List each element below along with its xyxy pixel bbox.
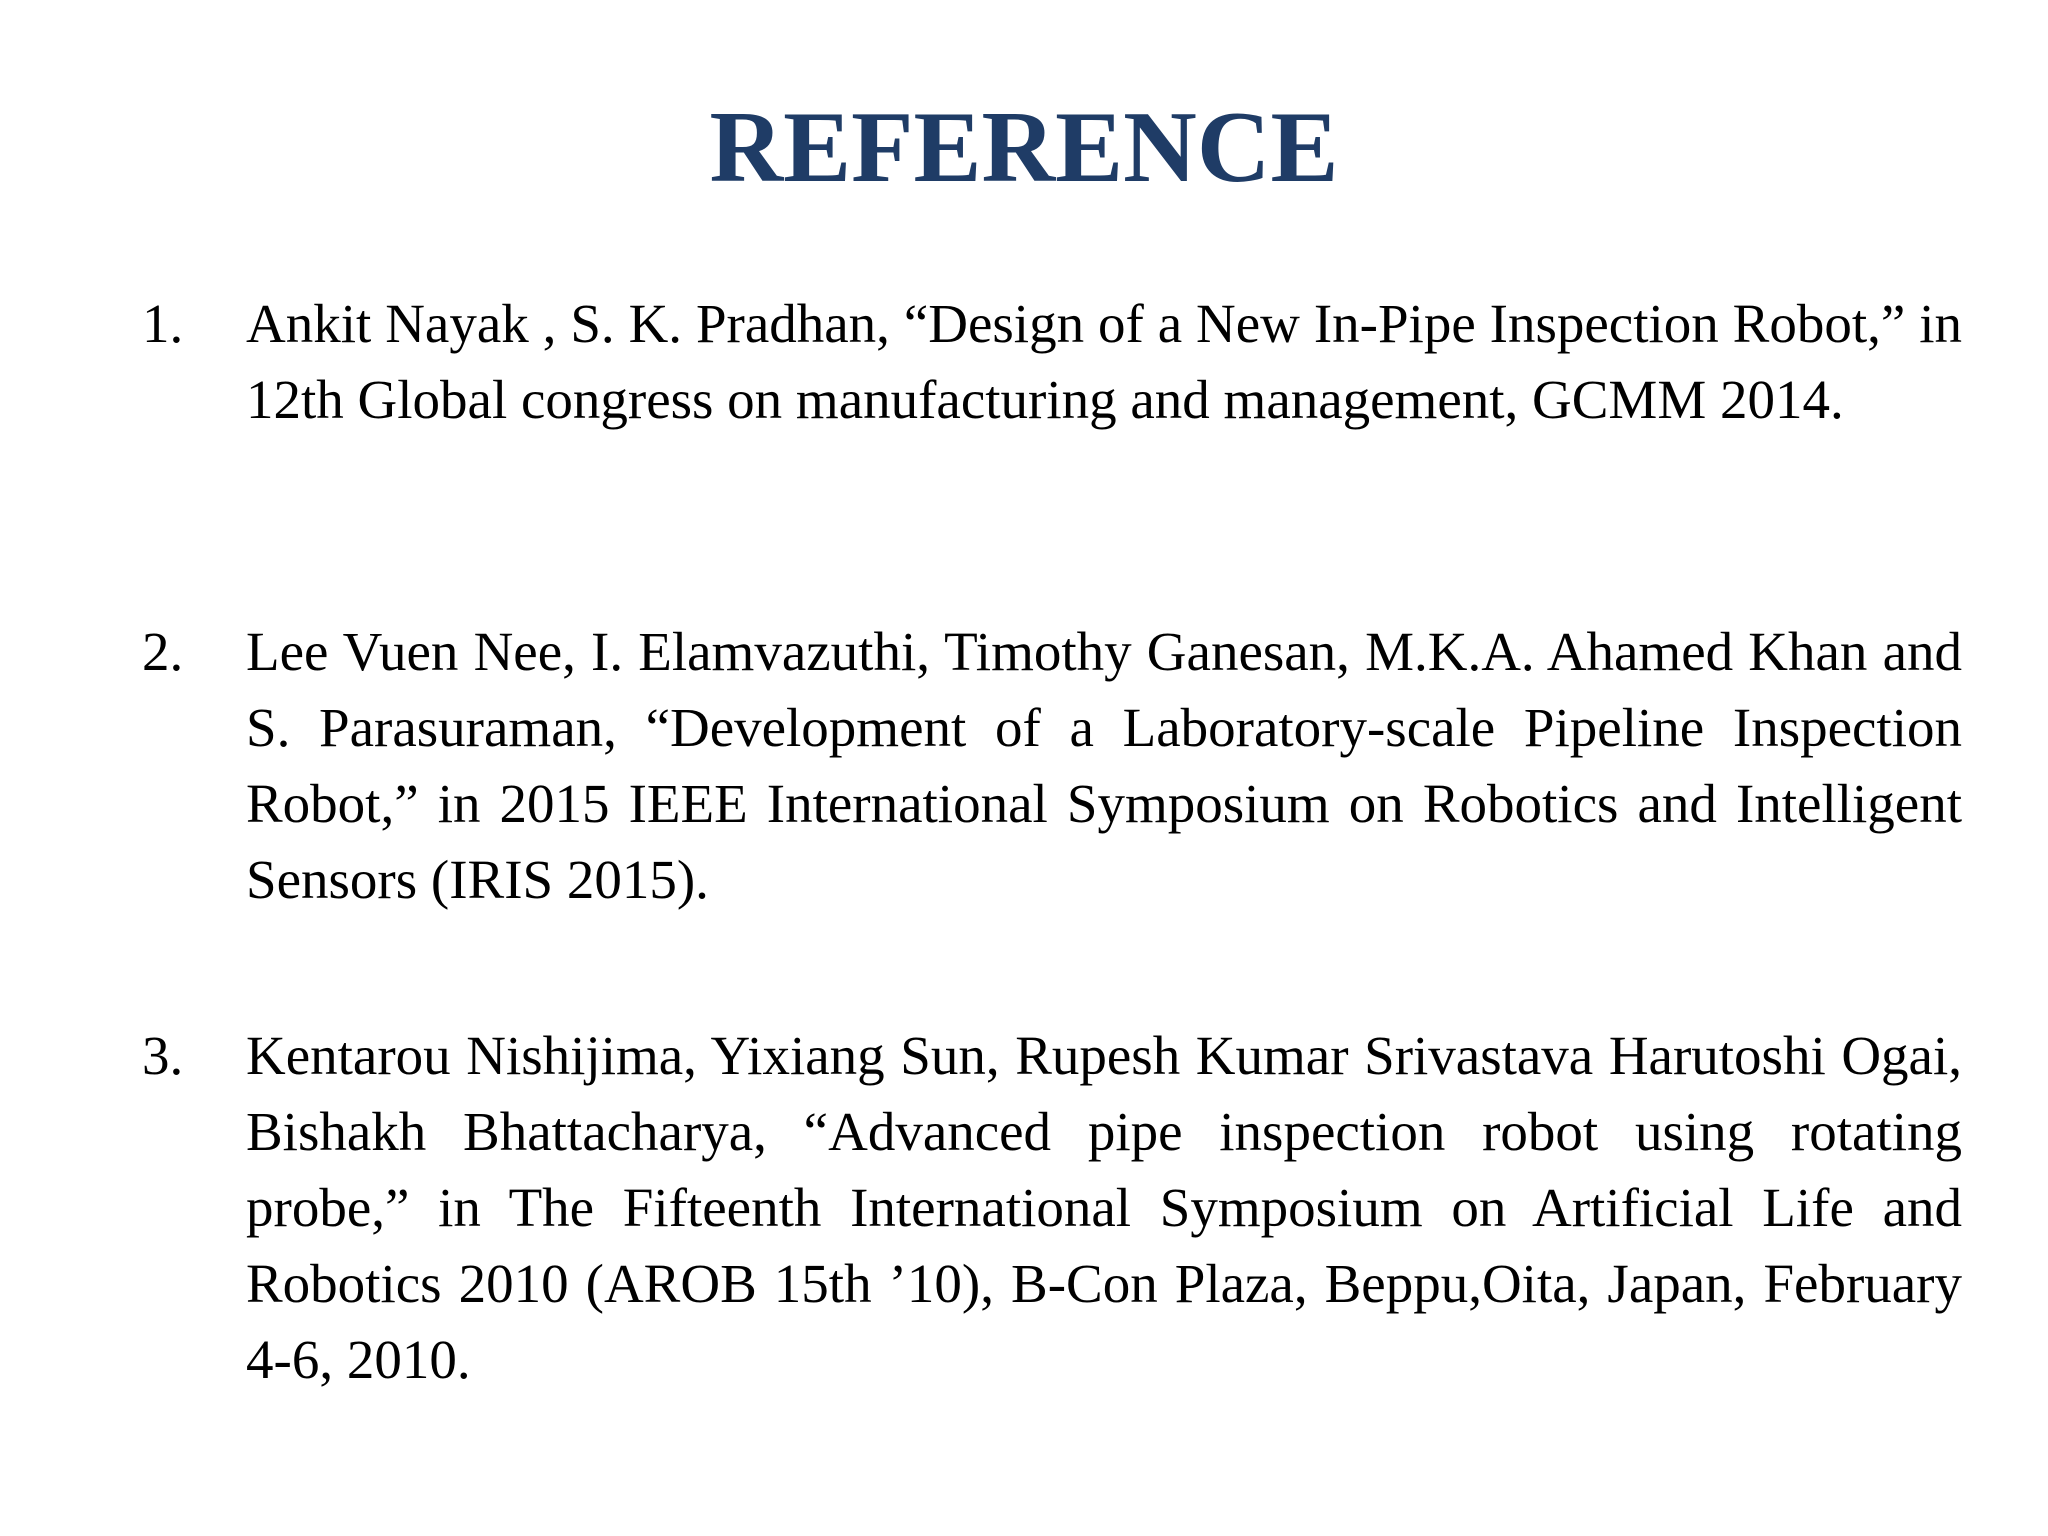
reference-text: Kentarou Nishijima, Yixiang Sun, Rupesh Kumar Srivastava Harutoshi Ogai, Bishakh Bhattacharya, “Advanced pipe inspection robot using rotating probe,” in The Fifteenth International Symposium on Artificial Life and Robotics 2010 (AROB 15th ’10), B-Con Plaza, Beppu,Oita, Japan, February 4-6, 2010.: [246, 1025, 1962, 1390]
reference-text: Lee Vuen Nee, I. Elamvazuthi, Timothy Ganesan, M.K.A. Ahamed Khan and S. Parasuraman, “Development of a Laboratory-scale Pipeline Inspection Robot,” in 2015 IEEE International Symposium on Robotics and Intelligent Sensors (IRIS 2015).: [246, 621, 1962, 910]
page-title: REFERENCE: [709, 91, 1339, 204]
reference-number: 3.: [142, 1025, 184, 1086]
reference-number: 1.: [142, 293, 184, 354]
reference-number: 2.: [142, 621, 184, 682]
reference-text: Ankit Nayak , S. K. Pradhan, “Design of a New In-Pipe Inspection Robot,” in 12th Global congress on manufacturing and management, GCMM 2014.: [246, 293, 1962, 430]
